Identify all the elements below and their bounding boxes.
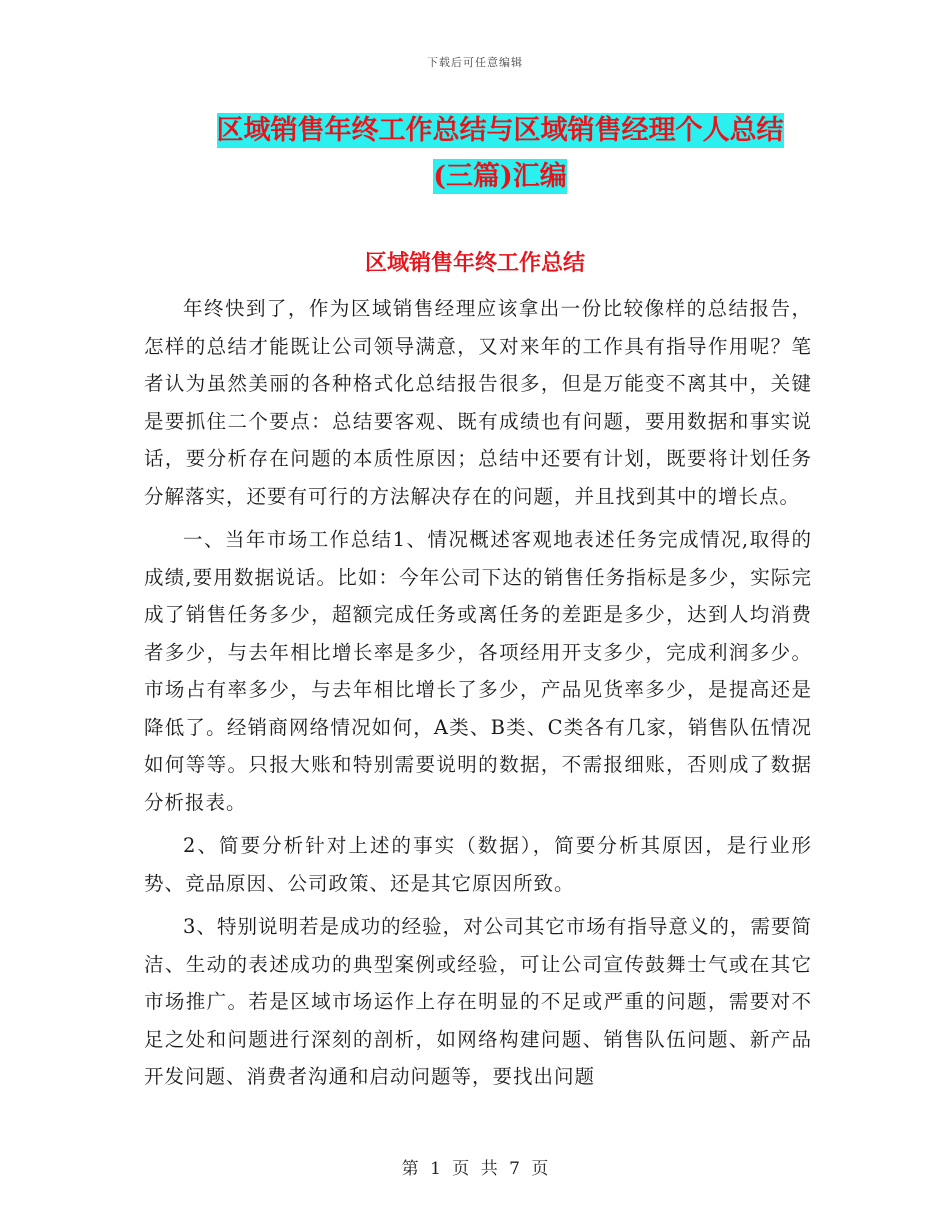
paragraph: 年终快到了，作为区域销售经理应该拿出一份比较像样的总结报告，怎样的总结才能既让公司领导满意，又对来年的工作具有指导作用呢？笔者认为虽然美丽的各种格式化总结报告很多，但是万能变不离其中，关键是要抓住二个要点：总结要客观、既有成绩也有问题，要用数据和事实说话，要分析存在问题的本质性原因；总结中还要有计划，既要将计划任务分解落实，还要有可行的方法解决存在的问题，并且找到其中的增长点。: [144, 297, 812, 508]
paragraph: 2、简要分析针对上述的事实（数据），简要分析其原因，是行业形势、竞品原因、公司政策、还是其它原因所致。: [144, 834, 812, 895]
document-title-text: 区域销售年终工作总结与区域销售经理个人总结(三篇)汇编: [216, 115, 784, 192]
paragraph: 一、当年市场工作总结1、情况概述客观地表述任务完成情况,取得的成绩,要用数据说话。比如：今年公司下达的销售任务指标是多少，实际完成了销售任务多少，超额完成任务或离任务的差距是多少，达到人均消费者多少，与去年相比增长率是多少，各项经用开支多少，完成利润多少。市场占有率多少，与去年相比增长了多少，产品见货率多少，是提高还是降低了。经销商网络情况如何，A类、B类、C类各有几家，销售队伍情况如何等等。只报大账和特别需要说明的数据，不需报细账，否则成了数据分析报表。: [144, 528, 812, 814]
section-title: 区域销售年终工作总结: [364, 250, 585, 276]
page-number: 第 1 页 共 7 页: [401, 1159, 549, 1179]
document-title: [200, 108, 800, 200]
page-header-note: 下载后可任意编辑: [427, 56, 523, 69]
document-body: [144, 290, 812, 1102]
paragraph: 3、特别说明若是成功的经验，对公司其它市场有指导意义的，需要简洁、生动的表述成功的典型案例或经验，可让公司宣传鼓舞士气或在其它市场推广。若是区域市场运作上存在明显的不足或严重的问题，需要对不足之处和问题进行深刻的剖析，如网络构建问题、销售队伍问题、新产品开发问题、消费者沟通和启动问题等，要找出问题: [144, 915, 812, 1088]
